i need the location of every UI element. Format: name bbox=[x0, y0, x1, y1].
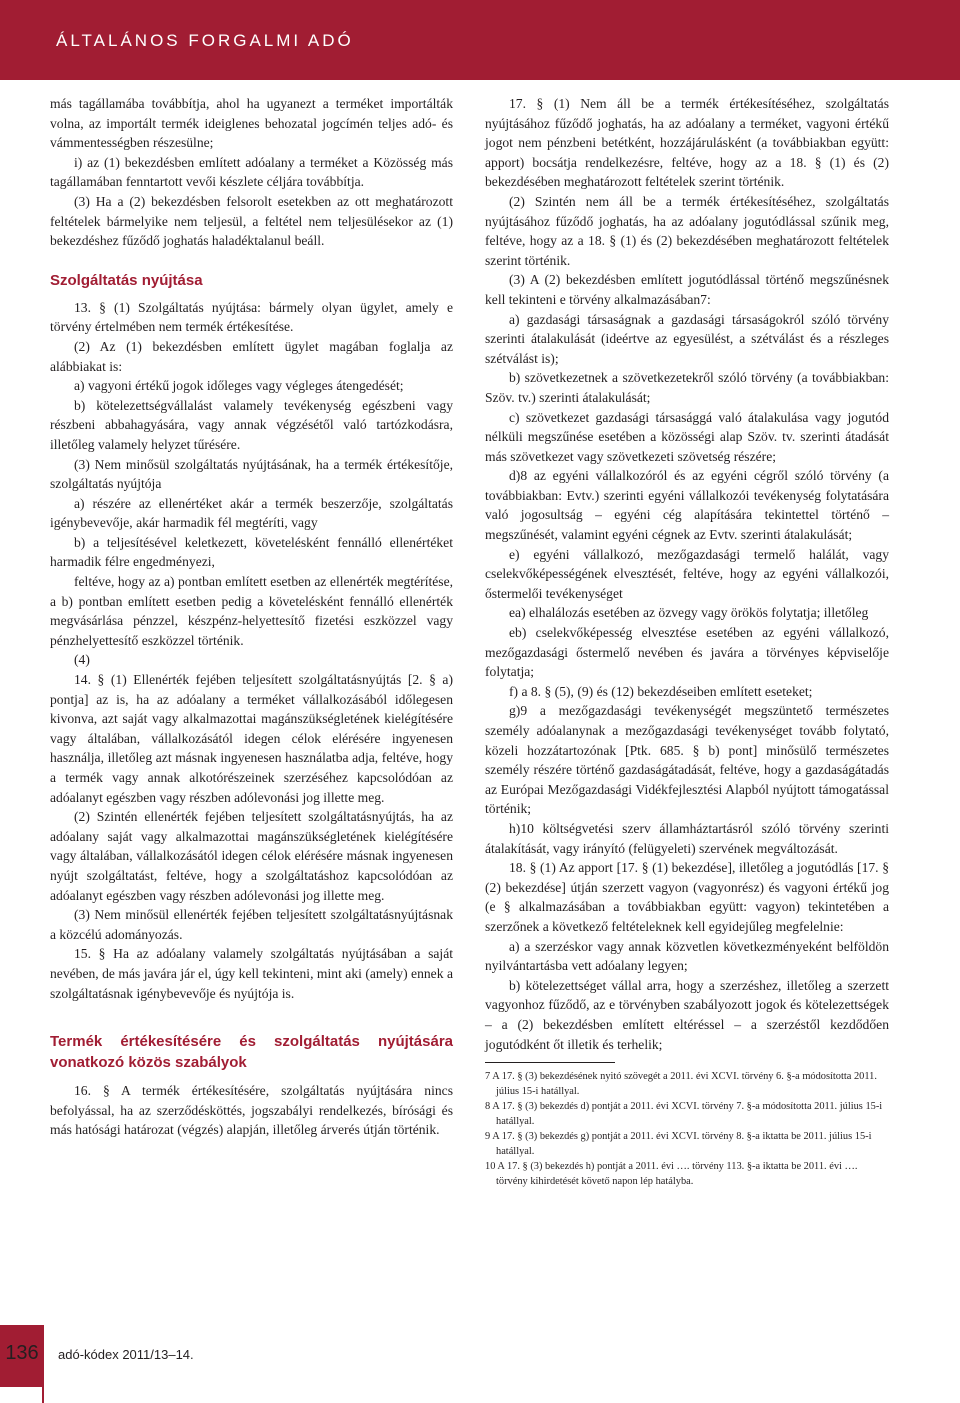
paragraph: 14. § (1) Ellenérték fejében teljesített szolgáltatásnyújtás [2. § a) pontja] az is, ha az adóalany a terméket vállalkozásából időlegesen kivonva, azt saját vagy alkalmazottai magánszükségletének kielégítésére vagy általában, vállalkozásától idegen célok elérésére ingyenesen használja, illetőleg azt másnak ingyenesen használatba adja, feltéve, hogy a termék vagy annak alkotórészeinek szerzéséhez kapcsolódóan az adóalanyt egészben vagy részben adólevonási jog illette meg. bbox=[50, 672, 453, 805]
paragraph: (3) Nem minősül ellenérték fejében teljesített szolgáltatásnyújtásnak a közcélú adományozás. bbox=[50, 907, 453, 942]
paragraph: f) a 8. § (5), (9) és (12) bekezdéseiben említett eseteket; bbox=[509, 683, 813, 699]
paragraph: eb) cselekvőképesség elvesztése esetében az egyéni vállalkozó, mezőgazdasági őstermelő nevében és javára a törvényes képviselője folytatja; bbox=[485, 625, 889, 680]
paragraph: a) gazdasági társaságnak a gazdasági társaságokról szóló törvény szerinti átalakulását (ideértve az egyesülést, a szétválást és a részleges szétválást is); bbox=[485, 311, 889, 366]
paragraph: (2) Szintén ellenérték fejében teljesített szolgáltatásnyújtás, ha az adóalany saját vagy alkalmazottai magánszükségletének kielégítésére vagy általában, vállalkozásától idegen célok elérésére másnak ingyenesen nyújt szolgáltatást, feltéve, hogy a szolgáltatáshoz kapcsolódóan az adóalanyt egészben vagy részben adólevonási jog illette meg. bbox=[50, 809, 453, 903]
right-column bbox=[485, 94, 889, 1189]
paragraph: (4) bbox=[74, 652, 90, 668]
paragraph: c) szövetkezet gazdasági társasággá való átalakulása vagy jogutód nélküli megszűnése esetében a közösségi alap Szöv. tv. szerinti átadását más szövetkezet vagy szövetkezeti szövetség részére; bbox=[485, 409, 889, 464]
paragraph: e) egyéni vállalkozó, mezőgazdasági termelő halálát, vagy cselekvőképességének elvesztését, feltéve, hogy az egyéni vállalkozói, őstermelői tevékenységet bbox=[485, 546, 889, 601]
journal-name: adó-kódex 2011/13–14. bbox=[58, 1347, 194, 1362]
footnote: 10 A 17. § (3) bekezdés h) pontját a 2011. évi …. törvény 113. §-a iktatta be 2011. évi …. törvény kihirdetését követő napon lép hatályba. bbox=[485, 1161, 858, 1188]
footnote-divider bbox=[485, 1062, 615, 1063]
paragraph: 18. § (1) Az apport [17. § (1) bekezdése], illetőleg a jogutódlás [17. § (2) bekezdése] útján szerzett vagyon (vagyonrész) és vagyoni értékű jog (e § alkalmazásában a továbbiakban együtt: vagyon) tekintetében a szerzőnek a következő feltételeknek kell egyidejűleg megfelelnie: bbox=[485, 860, 889, 934]
left-column bbox=[50, 94, 453, 1140]
page-number: 136 bbox=[5, 1342, 39, 1364]
paragraph: a) részére az ellenértéket akár a termék beszerzője, szolgáltatás igénybevevője, akár harmadik fél megtéríti, vagy bbox=[50, 495, 453, 531]
paragraph: (3) A (2) bekezdésben említett jogutódlással történő megszűnésnek kell tekinteni e törvény alkalmazásában7: bbox=[485, 272, 889, 307]
paragraph: d)8 az egyéni vállalkozóról és az egyéni cégről szóló törvény (a továbbiakban: Evtv.) szerinti egyéni vállalkozói tevékenység folytatására való jogosultság – egyéni cég alapítására tekintettel történő – megszűnését, valamint egyéni cégnek az Evtv. szerinti átalakulását; bbox=[485, 468, 889, 543]
paragraph: (3) Ha a (2) bekezdésben felsorolt esetekben az ott meghatározott feltételek bármelyike nem teljesül, a feltétel nem teljesülésekor az (1) bekezdéshez fűződő joghatás haladéktalanul beáll. bbox=[50, 193, 453, 249]
paragraph: más tagállamába továbbítja, ahol ha ugyanezt a terméket importálták volna, az importált termék ideiglenes behozatal jogcímén teljes adó- és vámmentességben részesülne; bbox=[50, 96, 453, 151]
paragraph: 16. § A termék értékesítésére, szolgáltatás nyújtására nincs befolyással, ha az szerződésköttés, jogszabályi rendelkezés, bírósági és más hatósági határozat (végzés) alapján, illetőleg árverés útján történik. bbox=[50, 1083, 453, 1138]
section-heading: Termék értékesítésére és szolgáltatás nyújtására vonatkozó közös szabályok bbox=[50, 1033, 453, 1072]
paragraph: b) kötelezettségvállalást valamely tevékenység egészbeni vagy részbeni abbahagyására, vagy annak végzésétől való tartózkodásra, illetőleg valamely helyzet tűrésére. bbox=[50, 397, 453, 452]
paragraph: a) vagyoni értékű jogok időleges vagy végleges átengedését; bbox=[74, 378, 404, 394]
paragraph: a) a szerzéskor vagy annak közvetlen következményeként belföldön nyilvántartásba vett adóalany legyen; bbox=[485, 938, 889, 974]
paragraph: b) a teljesítésével keletkezett, követelésként fennálló ellenértéket harmadik félre engedményezi, bbox=[50, 534, 453, 570]
page-header bbox=[0, 0, 960, 80]
paragraph: (3) Nem minősül szolgáltatás nyújtásának, ha a termék értékesítője, szolgáltatás nyújtója bbox=[50, 456, 453, 492]
footnote: 7 A 17. § (3) bekezdésének nyitó szövegét a 2011. évi XCVI. törvény 6. §-a módosította 2011. július 15-i hatállyal. bbox=[485, 1071, 877, 1098]
paragraph: b) szövetkezetnek a szövetkezetekről szóló törvény (a továbbiakban: Szöv. tv.) szerinti átalakulását; bbox=[485, 370, 889, 405]
paragraph: 17. § (1) Nem áll be a termék értékesítéséhez, szolgáltatás nyújtásához fűződő joghatás, ha az adóalany a terméket, vagyoni értékű jogot nem pénzbeni betétként, hozzájárulásként (a továbbiakban együtt: apport) bocsátja rendelkezésre, feltéve, hogy az a 18. § (1) és (2) bekezdésében meghatározott feltételek szerint történik. bbox=[485, 96, 889, 190]
paragraph: b) kötelezettséget vállal arra, hogy a szerzéshez, illetőleg a szerzett vagyonhoz fűződő, az e törvényben szabályozott jogok és kötelezettségek – a (2) bekezdésben említett eltéréssel – a szerzéstől kezdődően jogutódként őt illetik és terhelik; bbox=[485, 977, 889, 1052]
footnote: 8 A 17. § (3) bekezdés d) pontját a 2011. évi XCVI. törvény 7. §-a módosította 2011. július 15-i hatállyal. bbox=[485, 1101, 883, 1128]
paragraph: 15. § Ha az adóalany valamely szolgáltatás nyújtásában a saját nevében, de más javára jár el, úgy kell tekinteni, mint aki (amely) ennek a szolgáltatásnak igénybevevője és nyújtója is. bbox=[50, 946, 453, 1001]
paragraph: (2) Az (1) bekezdésben említett ügylet magában foglalja az alábbiakat is: bbox=[50, 338, 453, 374]
section-heading: Szolgáltatás nyújtása bbox=[50, 271, 203, 289]
paragraph: (2) Szintén nem áll be a termék értékesítéséhez, szolgáltatás nyújtásához fűződő joghatás, ha az adóalany jogutódlással szűnik meg, feltéve, hogy az a 18. § (1) és (2) bekezdésében meghatározott feltételek szerint történik. bbox=[485, 193, 889, 268]
paragraph: 13. § (1) Szolgáltatás nyújtása: bármely olyan ügylet, amely e törvény értelmében nem termék értékesítése. bbox=[50, 299, 453, 335]
paragraph: feltéve, hogy az a) pontban említett esetben az ellenérték megtérítése, a b) pontban említett esetben pedig a követelésként fennálló ellenérték megvásárlása pénzzel, készpénz-helyettesítő fizetési eszközzel vagy pénzhelyettesítő eszközzel történik. bbox=[50, 574, 453, 648]
paragraph: ea) elhalálozás esetében az özvegy vagy örökös folytatja; illetőleg bbox=[509, 605, 869, 621]
paragraph: g)9 a mezőgazdasági tevékenységét megszüntető természetes személy adóalanynak a mezőgazdasági tevékenységet tovább folytató, közeli hozzátartozónak [Ptk. 685. § b) pont] minősülő természetes személy részére történő gazdaságátadását, feltéve, hogy a gazdaságátadás az Európai Mezőgazdasági Vidékfejlesztési Alapból nyújtott támogatással történik; bbox=[485, 703, 889, 817]
paragraph: i) az (1) bekezdésben említett adóalany a terméket a Közösség más tagállamában fenntartott vevői készlete céljára továbbítja. bbox=[50, 154, 453, 190]
header-title: ÁLTALÁNOS FORGALMI ADÓ bbox=[56, 31, 354, 50]
paragraph: h)10 költségvetési szerv államháztartásról szóló törvény szerinti átalakítását, vagy irányító (felügyeleti) szervének megváltozását. bbox=[485, 820, 889, 856]
footnote: 9 A 17. § (3) bekezdés g) pontját a 2011. évi XCVI. törvény 8. §-a iktatta be 2011. július 15-i hatállyal. bbox=[485, 1131, 872, 1158]
